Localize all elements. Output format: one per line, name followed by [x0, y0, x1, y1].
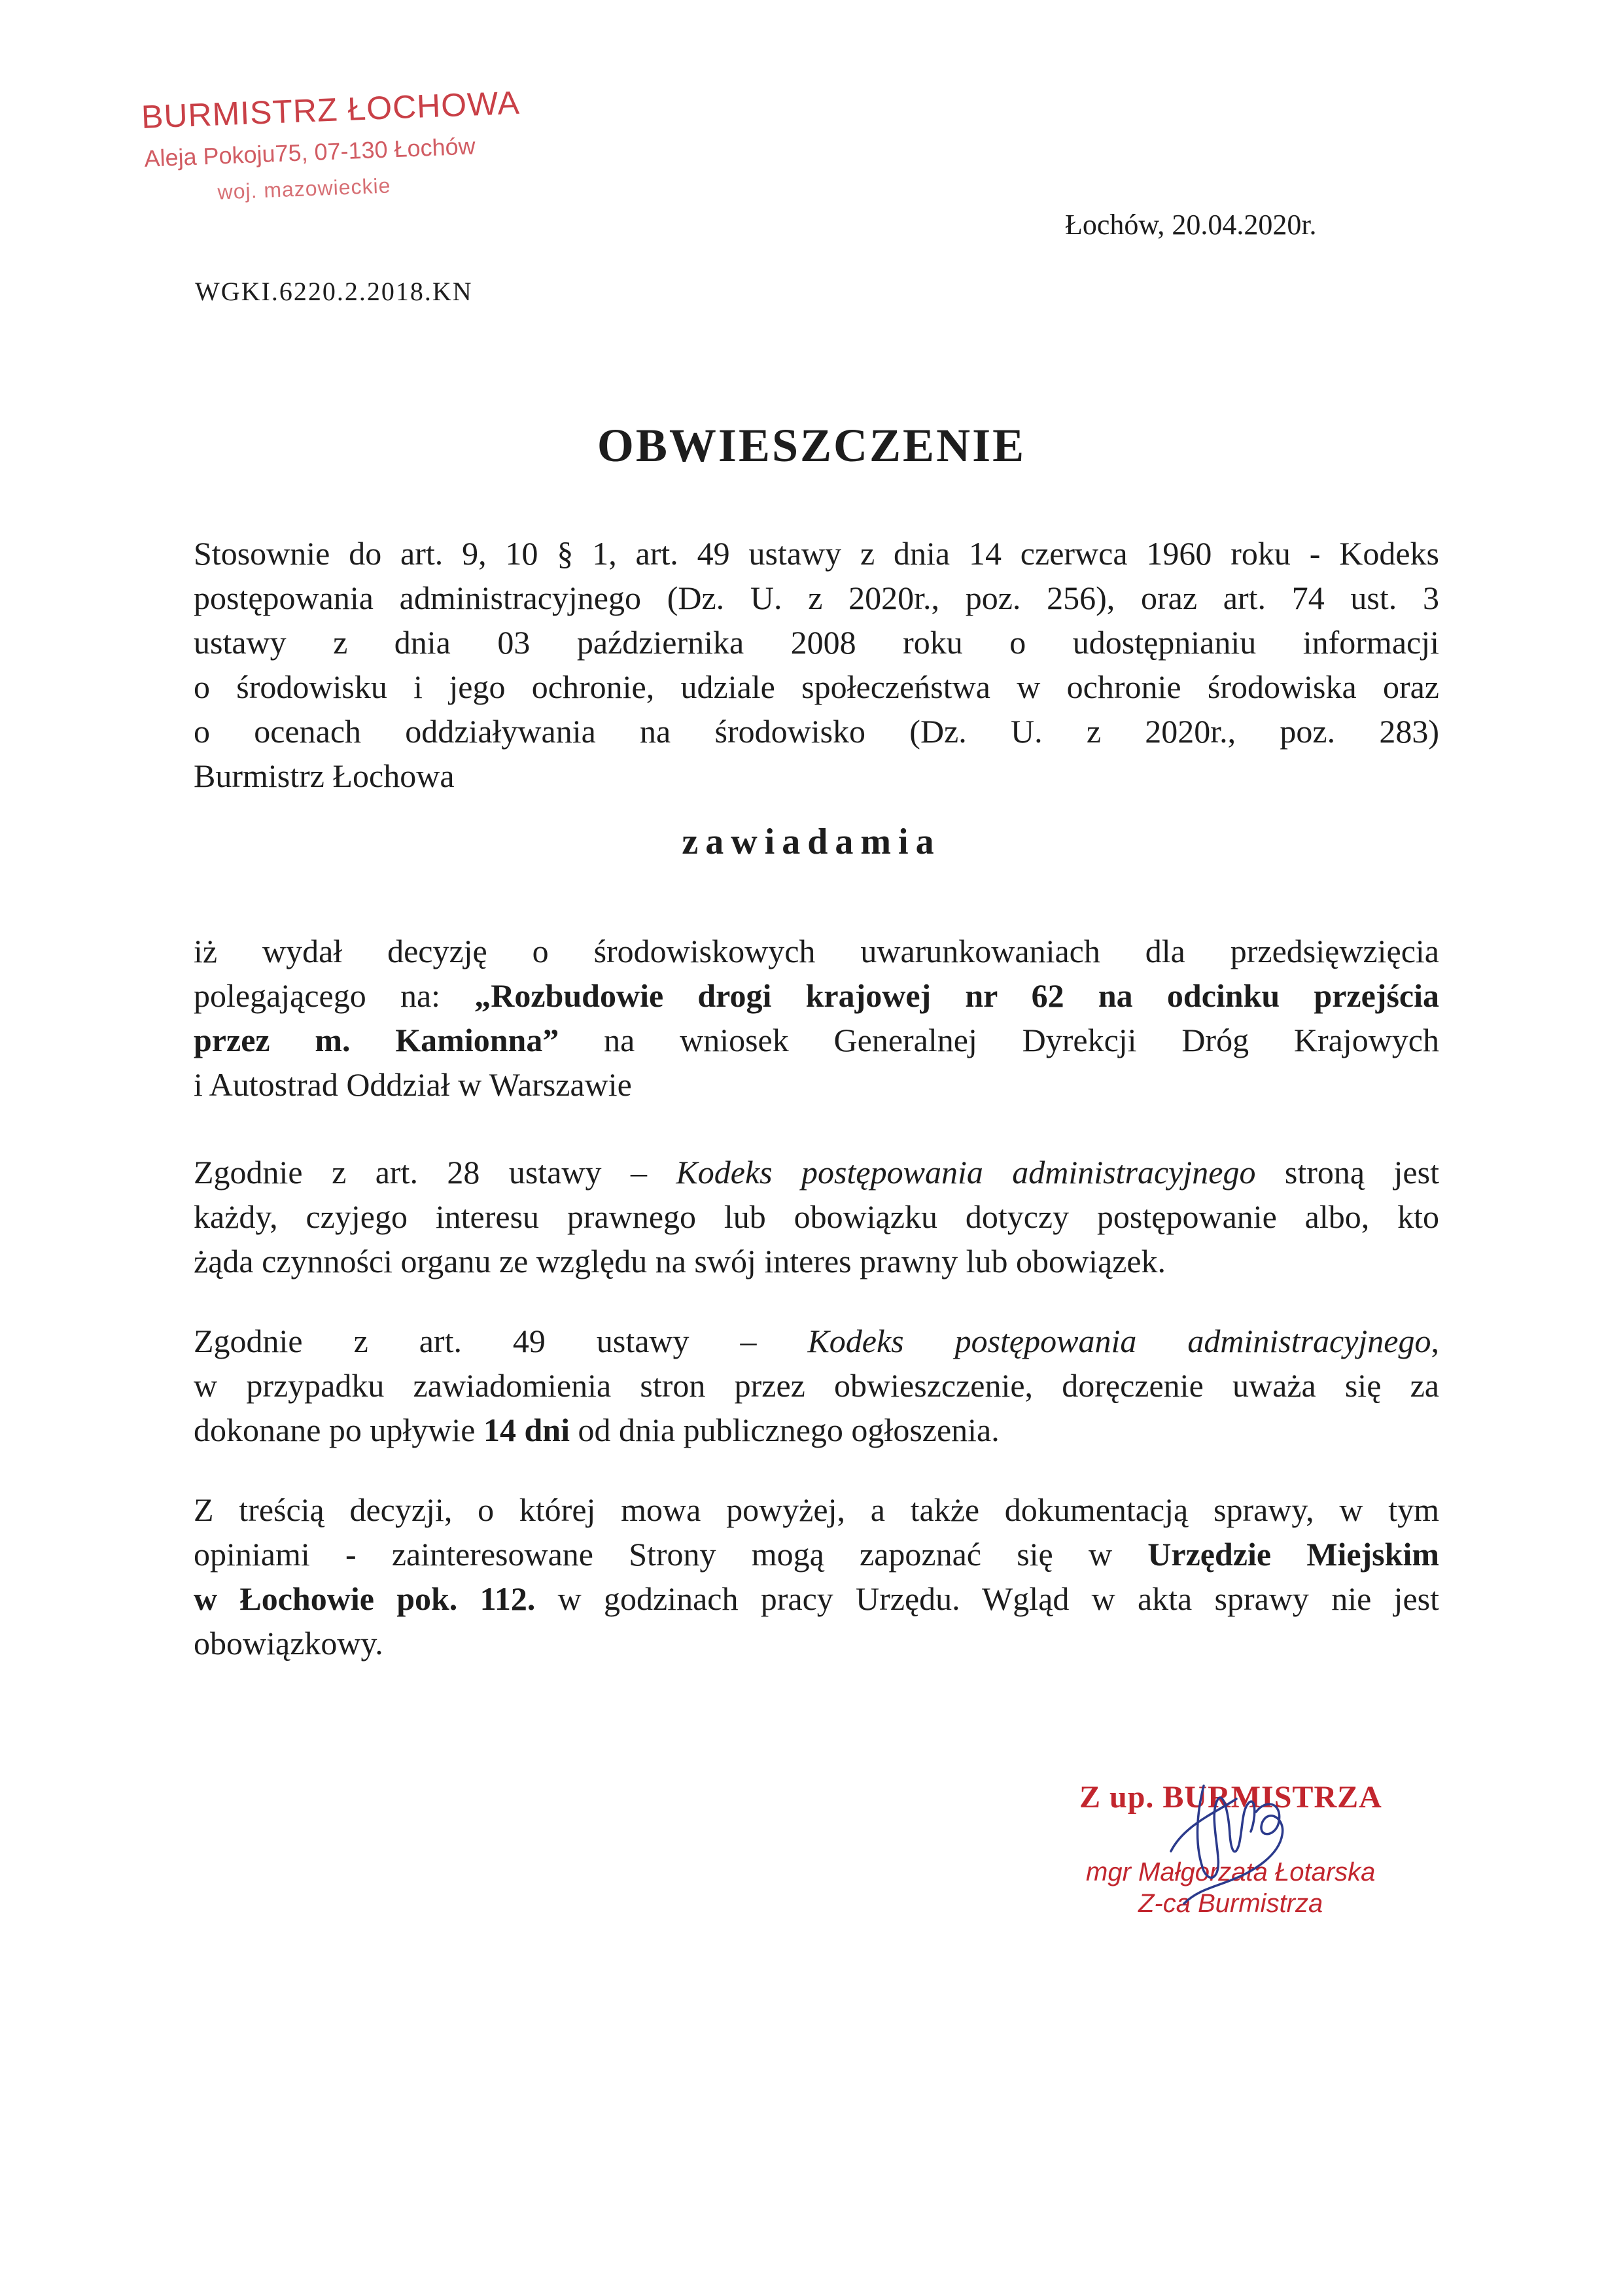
art49-line — [194, 1408, 1439, 1452]
office-room: w Łochowie pok. 112. — [194, 1580, 536, 1617]
art28-line: każdy, czyjego interesu prawnego lub obowiązku dotyczy postępowanie albo, kto — [194, 1198, 1439, 1235]
intro-line: Burmistrz Łochowa — [194, 757, 455, 794]
office-name: Urzędzie Miejskim — [1147, 1536, 1439, 1573]
project-name-cont: przez m. Kamionna” — [194, 1022, 559, 1058]
access-line — [194, 1576, 1439, 1621]
stamp-line-address: Aleja Pokoju75, 07-130 Łochów — [143, 132, 476, 172]
signature-authority: Z up. BURMISTRZA — [1079, 1780, 1382, 1815]
stamp-line-title: BURMISTRZ ŁOCHOWA — [141, 84, 521, 135]
intro-paragraph — [194, 531, 1439, 798]
announcement-verb: zawiadamia — [682, 822, 941, 862]
intro-line: o ocenach oddziaływania na środowisko (Dz. U. z 2020r., poz. 283) — [194, 713, 1439, 750]
intro-line: ustawy z dnia 03 października 2008 roku o udostępnianiu informacji — [194, 624, 1439, 661]
art28-line: żąda czynności organu ze względu na swój interes prawny lub obowiązek. — [194, 1243, 1166, 1279]
art49-text: Zgodnie z art. 49 ustawy – — [194, 1323, 808, 1359]
code-name: Kodeks postępowania administracyjnego — [807, 1323, 1431, 1359]
document-title: OBWIESZCZENIE — [597, 419, 1026, 472]
intro-line: o środowisku i jego ochronie, udziale społeczeństwa w ochronie środowiska oraz — [194, 669, 1439, 705]
intro-line: postępowania administracyjnego (Dz. U. z 2020r., poz. 256), oraz art. 74 ust. 3 — [194, 580, 1439, 616]
decision-text: na wniosek Generalnej Dyrekcji Dróg Krajowych — [559, 1022, 1440, 1058]
decision-paragraph — [194, 929, 1439, 1107]
art49-text: dokonane po upływie — [194, 1412, 483, 1448]
project-name: „Rozbudowie drogi krajowej nr 62 na odcinku przejścia — [474, 977, 1439, 1014]
art49-line — [194, 1319, 1439, 1363]
handwritten-signature-icon — [1158, 1773, 1328, 1930]
code-name: Kodeks postępowania administracyjnego — [676, 1154, 1256, 1191]
decision-text: polegającego na: — [194, 977, 475, 1014]
reference-number: WGKI.6220.2.2018.KN — [195, 277, 473, 306]
art28-line — [194, 1150, 1439, 1194]
access-line: Z treścią decyzji, o której mowa powyżej, a także dokumentacją sprawy, w tym — [194, 1491, 1439, 1528]
deadline: 14 dni — [483, 1412, 570, 1448]
signature-block — [1079, 1779, 1472, 1930]
art49-paragraph — [194, 1319, 1439, 1452]
access-text: w godzinach pracy Urzędu. Wgląd w akta sprawy nie jest — [535, 1580, 1439, 1617]
decision-line: iż wydał decyzję o środowiskowych uwarunkowaniach dla przedsięwzięcia — [194, 933, 1439, 969]
access-paragraph — [194, 1487, 1439, 1665]
signatory-name: mgr Małgorzata Łotarska — [1086, 1858, 1376, 1887]
stamp-line-region: woj. mazowieckie — [217, 173, 392, 204]
access-line — [194, 1532, 1439, 1576]
art49-line: w przypadku zawiadomienia stron przez obwieszczenie, doręczenie uważa się za — [194, 1367, 1439, 1404]
official-stamp — [141, 83, 533, 204]
decision-line: i Autostrad Oddział w Warszawie — [194, 1066, 632, 1103]
signatory-role: Z-ca Burmistrza — [1138, 1889, 1323, 1918]
document-date: Łochów, 20.04.2020r. — [1065, 209, 1317, 241]
access-line: obowiązkowy. — [194, 1625, 383, 1661]
access-text: opiniami - zainteresowane Strony mogą zapoznać się w — [194, 1536, 1148, 1573]
intro-line: Stosownie do art. 9, 10 § 1, art. 49 ustawy z dnia 14 czerwca 1960 roku - Kodeks — [194, 535, 1439, 572]
art28-text: stroną jest — [1255, 1154, 1439, 1191]
art49-text: od dnia publicznego ogłoszenia. — [569, 1412, 1000, 1448]
art28-text: Zgodnie z art. 28 ustawy – — [194, 1154, 676, 1191]
art28-paragraph — [194, 1150, 1439, 1283]
decision-line — [194, 1018, 1439, 1062]
decision-line — [194, 973, 1439, 1018]
art49-text: , — [1431, 1323, 1439, 1359]
